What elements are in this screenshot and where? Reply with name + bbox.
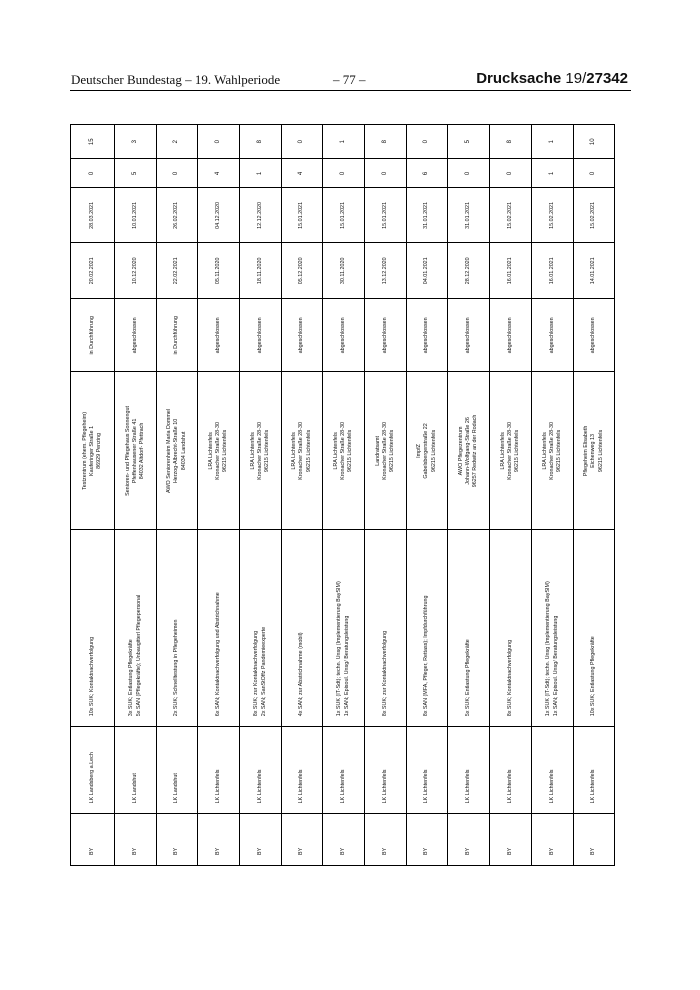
kreis-cell: LK Lichtenfels xyxy=(323,727,365,814)
einsatz-cell xyxy=(532,530,574,727)
kreis-cell: LK Lichtenfels xyxy=(532,727,574,814)
location-line: 86929 Penzing xyxy=(96,432,102,469)
land-cell: BY xyxy=(198,814,240,866)
page-number: – 77 – xyxy=(333,72,366,87)
land-cell: BY xyxy=(71,814,115,866)
kreis-cell: LK Landsberg a.Lech xyxy=(71,727,115,814)
status-cell: in Durchführung xyxy=(71,299,115,372)
location-cell xyxy=(574,372,615,530)
location-line: 96257 Redwitz an der Rodach xyxy=(472,414,478,488)
location-line: 96215 Lichtenfels xyxy=(597,429,604,473)
end-date-cell: 26.02.2021 xyxy=(157,188,198,243)
document-number-prefix: 19/ xyxy=(565,70,587,87)
start-date-cell: 10.12.2020 xyxy=(115,243,157,299)
table-row xyxy=(115,125,157,866)
location-line: AWO Pflegezentrum xyxy=(457,426,464,476)
kreis-cell: LK Lichtenfels xyxy=(240,727,282,814)
einsatz-cell xyxy=(448,530,490,727)
einsatz-cell xyxy=(157,530,198,727)
einsatz-text: 8x SUK; zur Kontaktnachverfolgung xyxy=(381,630,388,717)
location-cell xyxy=(323,372,365,530)
count-b-cell: 0 xyxy=(282,125,323,159)
location-line: 84032 Altdorf- Pfettrach xyxy=(139,422,145,480)
end-date-cell: 15.02.2021 xyxy=(490,188,532,243)
count-b-cell: 8 xyxy=(490,125,532,159)
location-line: 96215 Lichtenfels xyxy=(514,429,520,473)
end-date-cell: 12.12.2020 xyxy=(240,188,282,243)
land-cell: BY xyxy=(574,814,615,866)
kreis-cell: LK Landshut xyxy=(115,727,157,814)
start-date-cell: 28.12.2020 xyxy=(448,243,490,299)
kreis-cell: LK Lichtenfels xyxy=(282,727,323,814)
start-date-cell: 13.12.2020 xyxy=(365,243,407,299)
start-date-cell: 05.11.2020 xyxy=(198,243,240,299)
count-b-cell: 0 xyxy=(407,125,448,159)
einsatz-cell xyxy=(240,530,282,727)
einsatz-cell xyxy=(407,530,448,727)
start-date-cell: 16.01.2021 xyxy=(490,243,532,299)
count-a-cell: 0 xyxy=(365,159,407,188)
start-date-cell: 22.02.2021 xyxy=(157,243,198,299)
start-date-cell: 05.12.2020 xyxy=(282,243,323,299)
einsatz-text: 8x SUK; zur Kontaktnachverfolgung 2x SAN; SanStOffz Pandemieexpertе xyxy=(253,626,267,717)
land-cell: BY xyxy=(157,814,198,866)
status-cell: abgeschlossen xyxy=(198,299,240,372)
kreis-cell: LK Lichtenfels xyxy=(407,727,448,814)
status-cell: abgeschlossen xyxy=(490,299,532,372)
table-row xyxy=(240,125,282,866)
land-cell: BY xyxy=(407,814,448,866)
location-line: LRA Lichtenfels xyxy=(249,432,256,470)
table-row xyxy=(71,125,115,866)
count-a-cell: 4 xyxy=(198,159,240,188)
count-b-cell: 8 xyxy=(240,125,282,159)
location-line: Gabelsbergerstraße 22 xyxy=(423,423,430,479)
einsatz-text: 4x SAN; zur Abstrichnahme (mobil) xyxy=(298,632,305,717)
location-line: Kronacher Straße 28-30 xyxy=(214,422,221,480)
count-a-cell: 1 xyxy=(240,159,282,188)
count-a-cell: 6 xyxy=(407,159,448,188)
land-cell: BY xyxy=(115,814,157,866)
einsatz-text: 8x SAN (MFA, Pfleger, Rettass); Impfdurchführung xyxy=(423,595,430,717)
location-line: Kronacher Straße 28-30 xyxy=(548,422,555,480)
einsatz-text: 8x SUK; Kontaktnachverfolgung xyxy=(506,639,513,717)
table-body xyxy=(71,125,615,866)
location-cell xyxy=(532,372,574,530)
end-date-cell: 10.01.2021 xyxy=(115,188,157,243)
start-date-cell: 16.01.2021 xyxy=(532,243,574,299)
table-row xyxy=(448,125,490,866)
count-a-cell: 4 xyxy=(282,159,323,188)
document-number-value: 27342 xyxy=(586,70,628,87)
land-cell: BY xyxy=(365,814,407,866)
location-line: LRA Lichtenfels xyxy=(207,432,214,470)
end-date-cell: 15.01.2021 xyxy=(323,188,365,243)
document-number xyxy=(476,70,628,87)
end-date-cell: 04.12.2020 xyxy=(198,188,240,243)
einsatz-text: 3x SUK; Entlastung Pflegekräfte 5x SAN (Pflegekräfte); Unbaugitterl Pflegepersonal xyxy=(128,594,142,717)
count-a-cell: 0 xyxy=(574,159,615,188)
status-cell: abgeschlossen xyxy=(448,299,490,372)
status-cell: abgeschlossen xyxy=(282,299,323,372)
count-b-cell: 0 xyxy=(198,125,240,159)
kreis-cell: LK Landshut xyxy=(157,727,198,814)
end-date-cell: 15.01.2021 xyxy=(365,188,407,243)
einsatz-cell xyxy=(282,530,323,727)
einsatz-cell xyxy=(323,530,365,727)
einsatz-text: 10x SUK; Entlastung Pflegekräfte xyxy=(590,636,597,717)
table-row xyxy=(574,125,615,866)
land-cell: BY xyxy=(490,814,532,866)
status-cell: abgeschlossen xyxy=(532,299,574,372)
location-cell xyxy=(71,372,115,530)
end-date-cell: 15.02.2021 xyxy=(532,188,574,243)
location-line: Herzog-Albrecht-Straße 10 xyxy=(173,418,180,484)
einsatz-text: 1x SUK (IT-Sdt); techn. Unsg (Implementierung BaySIM) 1x SAN; Episoul. Unsg/ Beratungsleistung xyxy=(336,581,350,717)
einsatz-text: 10x SUK; Kontaktnachverfolgung xyxy=(88,636,95,717)
location-cell xyxy=(240,372,282,530)
location-line: Eichenweg 13 xyxy=(590,434,597,468)
table-row xyxy=(365,125,407,866)
location-line: Kronacher Straße 28-30 xyxy=(256,422,263,480)
location-line: 96215 Lichtenfels xyxy=(347,429,353,473)
einsatz-cell xyxy=(490,530,532,727)
land-cell: BY xyxy=(532,814,574,866)
count-b-cell: 5 xyxy=(448,125,490,159)
status-cell: abgeschlossen xyxy=(574,299,615,372)
einsatz-cell xyxy=(115,530,157,727)
kreis-cell: LK Lichtenfels xyxy=(574,727,615,814)
kreis-cell: LK Lichtenfels xyxy=(198,727,240,814)
location-cell xyxy=(407,372,448,530)
status-cell: abgeschlossen xyxy=(407,299,448,372)
status-cell: abgeschlossen xyxy=(240,299,282,372)
location-line: Testzentrum (ehem. Pflegeheim) xyxy=(81,411,88,490)
location-line: AWO Seniorenheim Maria Dommel xyxy=(166,408,173,493)
einsatz-cell xyxy=(365,530,407,727)
location-line: Pfeffenhausener Straße 41 xyxy=(131,418,138,484)
count-b-cell: 3 xyxy=(115,125,157,159)
document-label: Drucksache xyxy=(476,70,562,87)
location-line: Kronacher Straße 28-30 xyxy=(381,422,388,480)
kreis-cell: LK Lichtenfels xyxy=(365,727,407,814)
location-line: 96215 Lichtenfels xyxy=(222,429,228,473)
count-a-cell: 0 xyxy=(448,159,490,188)
count-b-cell: 2 xyxy=(157,125,198,159)
table-row xyxy=(157,125,198,866)
location-cell xyxy=(365,372,407,530)
location-line: LRA Lichtenfels xyxy=(499,432,506,470)
count-b-cell: 10 xyxy=(574,125,615,159)
count-a-cell: 0 xyxy=(323,159,365,188)
location-line: LRA Lichtenfels xyxy=(291,432,298,470)
location-cell xyxy=(198,372,240,530)
table-row xyxy=(490,125,532,866)
location-line: Kronacher Straße 28-30 xyxy=(506,422,513,480)
land-cell: BY xyxy=(448,814,490,866)
location-line: 84034 Landshut xyxy=(180,431,187,471)
einsatz-cell xyxy=(198,530,240,727)
count-b-cell: 1 xyxy=(323,125,365,159)
end-date-cell: 15.01.2021 xyxy=(282,188,323,243)
einsatz-text: 5x SUK; Entlastung Pflegekräfte xyxy=(464,639,471,717)
location-line: LRA Lichtenfels xyxy=(541,432,548,470)
location-line: Kauferinger Straße 1 xyxy=(88,425,95,476)
einsatz-text: 6x SAN; Kontaktnachverfolgung und Abstrichnahme xyxy=(214,592,221,717)
location-line: Landratsamt xyxy=(374,435,381,466)
start-date-cell: 30.11.2020 xyxy=(323,243,365,299)
table-row xyxy=(407,125,448,866)
table-row xyxy=(323,125,365,866)
status-cell: in Durchführung xyxy=(157,299,198,372)
end-date-cell: 28.03.2021 xyxy=(71,188,115,243)
land-cell: BY xyxy=(240,814,282,866)
location-line: Kronacher Straße 28-30 xyxy=(298,422,305,480)
status-cell: abgeschlossen xyxy=(365,299,407,372)
header-rule xyxy=(70,90,631,91)
location-line: ImpfZ xyxy=(416,444,423,458)
einsatz-cell xyxy=(71,530,115,727)
kreis-cell: LK Lichtenfels xyxy=(490,727,532,814)
location-cell xyxy=(157,372,198,530)
land-cell: BY xyxy=(282,814,323,866)
location-line: Kronacher Straße 28-30 xyxy=(339,422,346,480)
count-b-cell: 1 xyxy=(532,125,574,159)
kreis-cell: LK Lichtenfels xyxy=(448,727,490,814)
table-row xyxy=(282,125,323,866)
einsatz-text: 2x SUK; Schnelltestung in Pflegeheimen xyxy=(173,619,180,717)
start-date-cell: 18.11.2020 xyxy=(240,243,282,299)
location-line: 96215 Lichtenfels xyxy=(389,429,395,473)
deployment-table xyxy=(70,124,615,866)
table-row xyxy=(198,125,240,866)
location-line: Senioren- und Pflegehaus Sonnengut xyxy=(124,405,131,496)
count-a-cell: 0 xyxy=(157,159,198,188)
count-b-cell: 15 xyxy=(71,125,115,159)
einsatz-text: 1x SUK (IT-Sdt); techn. Unsg (Implementierung BaySIM) 1x SAN; Episoul. Unsg/ Beratungsleistung xyxy=(545,581,559,717)
location-cell xyxy=(448,372,490,530)
location-line: 96215 Lichtenfels xyxy=(430,429,437,473)
einsatz-cell xyxy=(574,530,615,727)
location-cell xyxy=(490,372,532,530)
location-line: Pflegeheim Elisabeth xyxy=(583,425,590,477)
start-date-cell: 14.01.2021 xyxy=(574,243,615,299)
count-a-cell: 5 xyxy=(115,159,157,188)
count-b-cell: 8 xyxy=(365,125,407,159)
end-date-cell: 31.01.2021 xyxy=(448,188,490,243)
location-line: 96215 Lichtenfels xyxy=(305,429,312,473)
location-line: Johann-Wolfgang-Straße 26 xyxy=(464,417,471,485)
location-line: 96215 Lichtenfels xyxy=(264,429,270,473)
count-a-cell: 0 xyxy=(71,159,115,188)
location-cell xyxy=(115,372,157,530)
count-a-cell: 1 xyxy=(532,159,574,188)
end-date-cell: 15.02.2021 xyxy=(574,188,615,243)
status-cell: abgeschlossen xyxy=(115,299,157,372)
location-line: 96215 Lichtenfels xyxy=(556,429,562,473)
publication-title: Deutscher Bundestag – 19. Wahlperiode xyxy=(71,72,281,87)
location-cell xyxy=(282,372,323,530)
end-date-cell: 31.01.2021 xyxy=(407,188,448,243)
start-date-cell: 20.02.2021 xyxy=(71,243,115,299)
count-a-cell: 0 xyxy=(490,159,532,188)
table-row xyxy=(532,125,574,866)
location-line: LRA Lichtenfels xyxy=(332,432,339,470)
status-cell: abgeschlossen xyxy=(323,299,365,372)
land-cell: BY xyxy=(323,814,365,866)
rotated-table-container xyxy=(70,124,615,866)
start-date-cell: 04.01.2021 xyxy=(407,243,448,299)
